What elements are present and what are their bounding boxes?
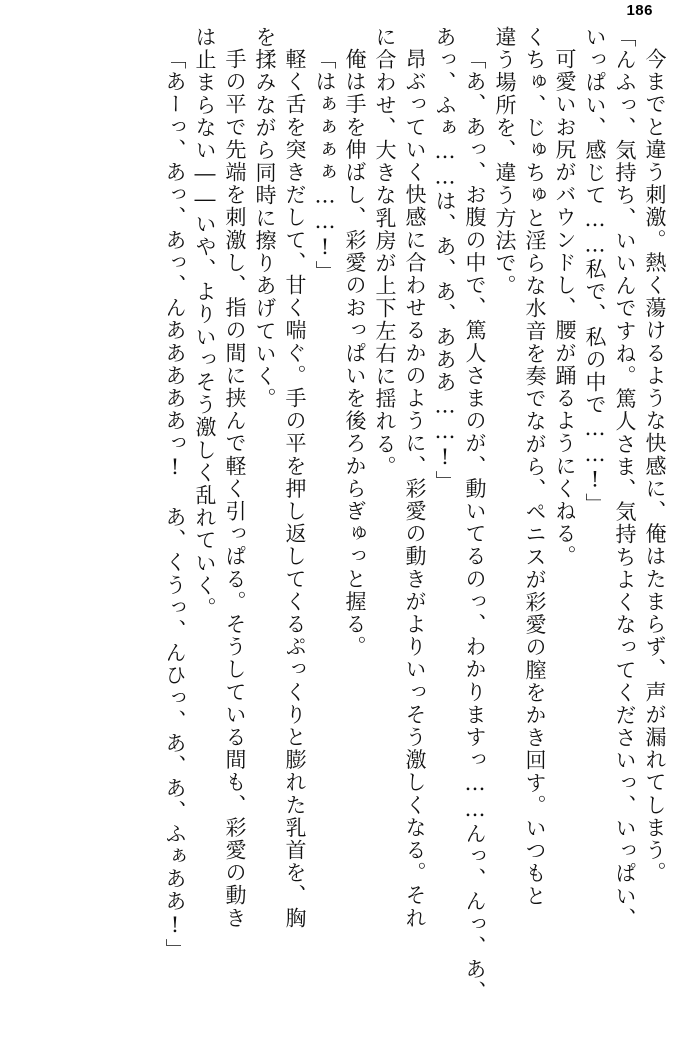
text-line: に合わせ、大きな乳房が上下左右に揺れる。 xyxy=(373,26,397,478)
text-line: 手の平で先端を刺激し、指の間に挟んで軽く引っぱる。そうしている間も、彩愛の動き xyxy=(223,48,247,930)
text-line: 今までと違う刺激。熱く蕩けるような快感に、俺はたまらず、声が漏れてしまう。 xyxy=(643,48,667,885)
text-line: 違う場所を、違う方法で。 xyxy=(493,26,517,298)
text-line: 「あ、あっ、お腹の中で、篤人さまのが、動いてるのっ、わかりますっ……んっ、んっ、あ、 xyxy=(463,48,487,1004)
text-line: を揉みながら同時に擦りあげていく。 xyxy=(253,26,277,411)
text-line: くちゅ、じゅちゅと淫らな水音を奏でながら、ペニスが彩愛の膣をかき回す。いつもと xyxy=(523,26,547,908)
text-line: 「あーっ、あっ、あっ、んあああああっ! あ、くうっ、んひっ、あ、あ、ふぁああ!」 xyxy=(163,48,187,961)
text-line: 俺は手を伸ばし、彩愛のおっぱいを後ろからぎゅっと握る。 xyxy=(343,48,367,659)
vertical-text-body xyxy=(14,26,665,1040)
text-line: 軽く舌を突きだして、甘く喘ぐ。手の平を押し返してくるぷっくりと膨れた乳首を、胸 xyxy=(283,48,307,930)
text-line: 昂ぶっていく快感に合わせるかのように、彩愛の動きがよりいっそう激しくなる。それ xyxy=(403,48,427,930)
text-line: いっぱい、感じて……私で、私の中で……!」 xyxy=(583,26,607,516)
text-line: あっ、ふぁ……は、あ、あ、あああ……!」 xyxy=(433,26,457,493)
page-number: 186 xyxy=(626,2,653,19)
text-line: 「はぁぁぁぁ……!」 xyxy=(313,48,337,283)
text-line: 可愛いお尻がバウンドし、腰が踊るようにくねる。 xyxy=(553,48,577,568)
text-line: は止まらない――いや、よりいっそう激しく乱れていく。 xyxy=(193,26,217,620)
text-line: 「んふっ、気持ち、いいんですね。篤人さま、気持ちよくなってくださいっ、いっぱい、 xyxy=(613,26,637,930)
